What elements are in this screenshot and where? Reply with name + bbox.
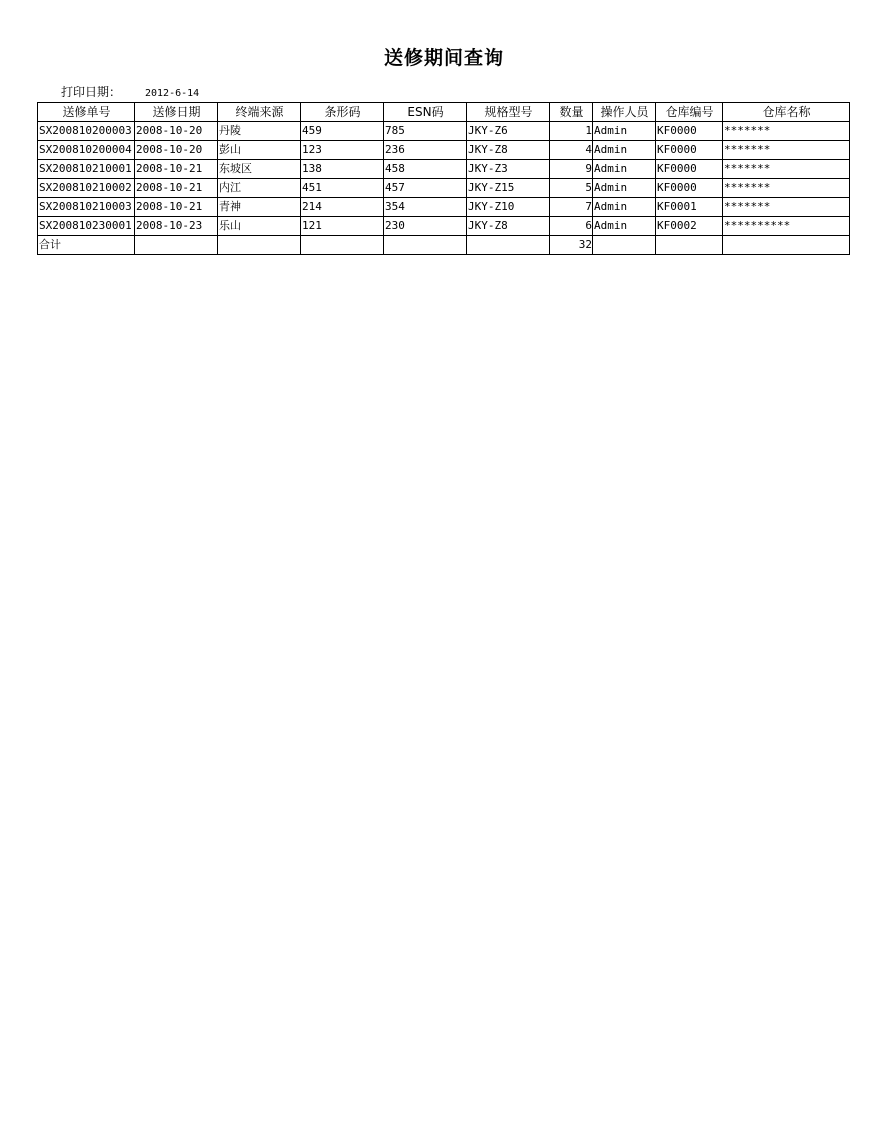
total-label: 合计: [38, 236, 135, 255]
cell-date: 2008-10-21: [135, 198, 218, 217]
cell-barcode: 121: [301, 217, 384, 236]
cell-operator: Admin: [593, 198, 656, 217]
cell-operator: Admin: [593, 141, 656, 160]
cell-warehouse-name: *******: [723, 198, 850, 217]
cell-model: JKY-Z3: [467, 160, 550, 179]
cell-barcode: 123: [301, 141, 384, 160]
cell-source: 丹陵: [218, 122, 301, 141]
cell-warehouse-code: KF0000: [656, 141, 723, 160]
cell-esn: 230: [384, 217, 467, 236]
cell-operator: Admin: [593, 160, 656, 179]
column-header-order-no: 送修单号: [38, 103, 135, 122]
total-quantity: 32: [550, 236, 593, 255]
cell-model: JKY-Z8: [467, 217, 550, 236]
cell-operator: Admin: [593, 217, 656, 236]
table-row: [38, 179, 850, 198]
total-row: [38, 236, 850, 255]
cell-barcode: 459: [301, 122, 384, 141]
cell-source: 彭山: [218, 141, 301, 160]
cell-model: JKY-Z6: [467, 122, 550, 141]
cell-barcode: 214: [301, 198, 384, 217]
cell-date: 2008-10-23: [135, 217, 218, 236]
cell-source: 青神: [218, 198, 301, 217]
table-header-row: [38, 103, 850, 122]
empty-cell: [467, 236, 550, 255]
cell-warehouse-name: *******: [723, 122, 850, 141]
cell-date: 2008-10-20: [135, 122, 218, 141]
column-header-esn: ESN码: [384, 103, 467, 122]
empty-cell: [593, 236, 656, 255]
cell-warehouse-code: KF0002: [656, 217, 723, 236]
column-header-quantity: 数量: [550, 103, 593, 122]
cell-barcode: 451: [301, 179, 384, 198]
cell-date: 2008-10-21: [135, 160, 218, 179]
cell-source: 乐山: [218, 217, 301, 236]
cell-esn: 458: [384, 160, 467, 179]
cell-esn: 785: [384, 122, 467, 141]
cell-esn: 236: [384, 141, 467, 160]
empty-cell: [384, 236, 467, 255]
cell-order-no: SX200810200004: [38, 141, 135, 160]
cell-warehouse-code: KF0000: [656, 179, 723, 198]
cell-quantity: 9: [550, 160, 593, 179]
cell-quantity: 5: [550, 179, 593, 198]
empty-cell: [135, 236, 218, 255]
table-row: [38, 217, 850, 236]
table-row: [38, 198, 850, 217]
cell-source: 东坡区: [218, 160, 301, 179]
cell-model: JKY-Z15: [467, 179, 550, 198]
column-header-source: 终端来源: [218, 103, 301, 122]
cell-warehouse-name: *******: [723, 160, 850, 179]
print-date-value: 2012-6-14: [145, 88, 200, 99]
cell-warehouse-code: KF0000: [656, 160, 723, 179]
empty-cell: [656, 236, 723, 255]
column-header-barcode: 条形码: [301, 103, 384, 122]
cell-model: JKY-Z8: [467, 141, 550, 160]
print-date-label: 打印日期：: [61, 85, 122, 99]
column-header-operator: 操作人员: [593, 103, 656, 122]
empty-cell: [218, 236, 301, 255]
print-date: [61, 84, 199, 100]
cell-warehouse-name: *******: [723, 179, 850, 198]
cell-warehouse-name: *******: [723, 141, 850, 160]
cell-warehouse-code: KF0001: [656, 198, 723, 217]
column-header-date: 送修日期: [135, 103, 218, 122]
cell-model: JKY-Z10: [467, 198, 550, 217]
cell-order-no: SX200810210001: [38, 160, 135, 179]
cell-operator: Admin: [593, 122, 656, 141]
cell-warehouse-name: **********: [723, 217, 850, 236]
cell-source: 内江: [218, 179, 301, 198]
column-header-model: 规格型号: [467, 103, 550, 122]
cell-warehouse-code: KF0000: [656, 122, 723, 141]
cell-order-no: SX200810200003: [38, 122, 135, 141]
table-row: [38, 160, 850, 179]
empty-cell: [723, 236, 850, 255]
cell-quantity: 7: [550, 198, 593, 217]
column-header-warehouse-name: 仓库名称: [723, 103, 850, 122]
cell-barcode: 138: [301, 160, 384, 179]
table-row: [38, 141, 850, 160]
cell-date: 2008-10-21: [135, 179, 218, 198]
cell-order-no: SX200810210002: [38, 179, 135, 198]
repair-query-table: [37, 102, 850, 255]
cell-quantity: 6: [550, 217, 593, 236]
cell-order-no: SX200810210003: [38, 198, 135, 217]
report-title: 送修期间查询: [383, 47, 504, 69]
cell-esn: 354: [384, 198, 467, 217]
empty-cell: [301, 236, 384, 255]
cell-date: 2008-10-20: [135, 141, 218, 160]
cell-esn: 457: [384, 179, 467, 198]
cell-quantity: 1: [550, 122, 593, 141]
cell-quantity: 4: [550, 141, 593, 160]
table-row: [38, 122, 850, 141]
cell-order-no: SX200810230001: [38, 217, 135, 236]
cell-operator: Admin: [593, 179, 656, 198]
column-header-warehouse-code: 仓库编号: [656, 103, 723, 122]
